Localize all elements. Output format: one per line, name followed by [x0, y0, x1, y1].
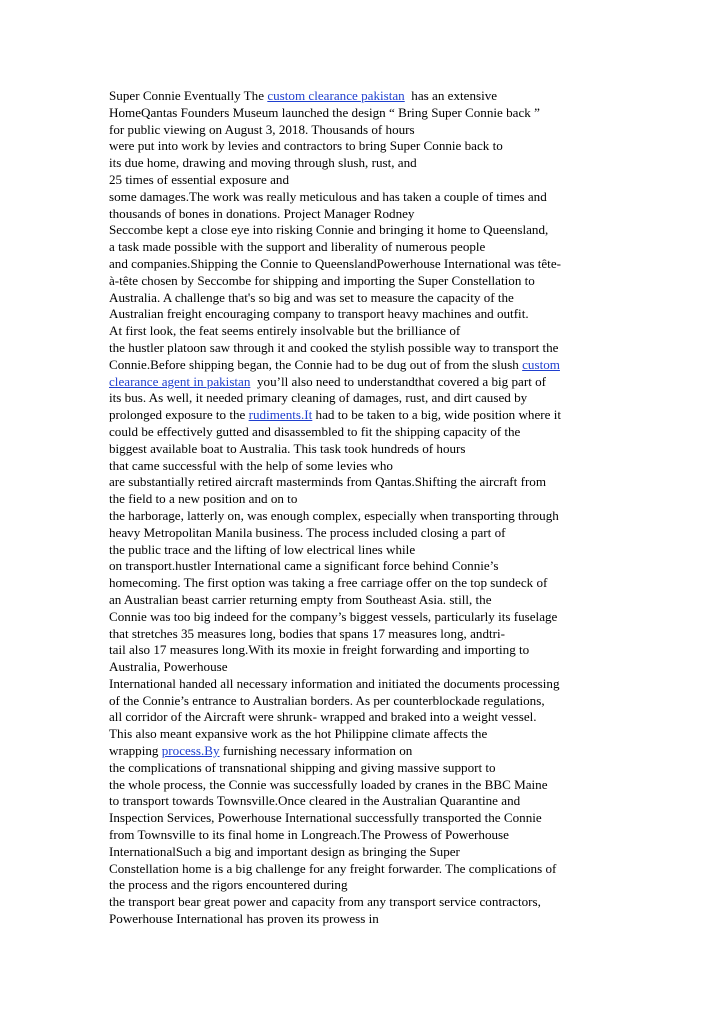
- text-line: [109, 609, 629, 626]
- text-line: [109, 709, 629, 726]
- text-line: [109, 122, 629, 139]
- text-run: Connie was too big indeed for the company’s biggest vessels, particularly its fuselage: [109, 608, 558, 624]
- text-run: are substantially retired aircraft masterminds from Qantas.Shifting the aircraft from: [109, 474, 547, 490]
- text-run: that came successful with the help of some levies who: [109, 457, 393, 473]
- hyperlink[interactable]: clearance agent in pakistan: [109, 373, 251, 389]
- text-line: [109, 810, 629, 827]
- text-line: [109, 441, 629, 458]
- text-run: an Australian beast carrier returning empty from Southeast Asia. still, the: [109, 591, 492, 607]
- text-line: [109, 844, 629, 861]
- text-line: [109, 390, 629, 407]
- text-run: thousands of bones in donations. Project Manager Rodney: [109, 205, 415, 221]
- text-run: homecoming. The first option was taking a free carriage offer on the top sundeck of: [109, 575, 548, 591]
- text-run: Super Connie Eventually The: [109, 88, 268, 103]
- text-line: [109, 827, 629, 844]
- text-line: [109, 357, 629, 374]
- text-line: [109, 777, 629, 794]
- text-line: [109, 474, 629, 491]
- text-line: [109, 206, 629, 223]
- text-run: the harborage, latterly on, was enough complex, especially when transporting through: [109, 507, 559, 523]
- text-line: [109, 626, 629, 643]
- text-line: [109, 861, 629, 878]
- text-line: [109, 424, 629, 441]
- text-run: the complications of transnational shipping and giving massive support to: [109, 759, 496, 775]
- text-run: Australia, Powerhouse: [109, 659, 228, 675]
- text-run: the whole process, the Connie was successfully loaded by cranes in the BBC Maine: [109, 776, 548, 792]
- text-line: [109, 676, 629, 693]
- text-line: [109, 911, 629, 928]
- text-line: [109, 877, 629, 894]
- text-line: [109, 525, 629, 542]
- text-line: [109, 693, 629, 710]
- text-line: [109, 290, 629, 307]
- text-run: the public trace and the lifting of low electrical lines while: [109, 541, 416, 557]
- text-run: all corridor of the Aircraft were shrunk- wrapped and braked into a weight vessel.: [109, 709, 537, 725]
- text-line: [109, 239, 629, 256]
- text-run: heavy Metropolitan Manila business. The process included closing a part of: [109, 524, 506, 540]
- text-run: Connie.Before shipping began, the Connie had to be dug out of from the slush: [109, 356, 523, 372]
- text-line: [109, 575, 629, 592]
- text-run: you’ll also need to understandthat covered a big part of: [250, 373, 547, 389]
- text-run: Seccombe kept a close eye into risking Connie and bringing it home to Queensland,: [109, 222, 549, 238]
- text-line: [109, 894, 629, 911]
- text-run: At first look, the feat seems entirely insolvable but the brilliance of: [109, 323, 461, 339]
- text-line: [109, 323, 629, 340]
- text-run: International handed all necessary information and initiated the documents processing: [109, 675, 560, 691]
- text-line: [109, 508, 629, 525]
- text-line: [109, 88, 629, 105]
- text-line: [109, 105, 629, 122]
- text-line: [109, 491, 629, 508]
- text-line: [109, 189, 629, 206]
- text-run: had to be taken to a big, wide position where it: [312, 407, 562, 423]
- text-line: [109, 138, 629, 155]
- text-run: prolonged exposure to the: [109, 407, 249, 423]
- text-line: [109, 222, 629, 239]
- text-line: [109, 793, 629, 810]
- text-run: that stretches 35 measures long, bodies that spans 17 measures long, andtri-: [109, 625, 505, 641]
- text-run: its bus. As well, it needed primary cleaning of damages, rust, and dirt caused by: [109, 390, 528, 406]
- text-line: [109, 340, 629, 357]
- text-run: has an extensive: [404, 88, 498, 103]
- text-run: on transport.hustler International came a significant force behind Connie’s: [109, 558, 499, 574]
- text-run: This also meant expansive work as the hot Philippine climate affects the: [109, 726, 488, 742]
- text-run: Constellation home is a big challenge for any freight forwarder. The complications of: [109, 860, 557, 876]
- text-run: wrapping: [109, 743, 162, 759]
- text-line: [109, 642, 629, 659]
- text-run: à-tête chosen by Seccombe for shipping and importing the Super Constellation to: [109, 272, 535, 288]
- text-line: [109, 458, 629, 475]
- text-run: a task made possible with the support and liberality of numerous people: [109, 239, 486, 255]
- text-line: [109, 155, 629, 172]
- text-line: [109, 558, 629, 575]
- text-run: from Townsville to its final home in Longreach.The Prowess of Powerhouse: [109, 827, 509, 843]
- text-run: tail also 17 measures long.With its moxie in freight forwarding and importing to: [109, 642, 530, 658]
- text-run: biggest available boat to Australia. This task took hundreds of hours: [109, 440, 466, 456]
- text-run: the field to a new position and on to: [109, 491, 298, 507]
- text-line: [109, 659, 629, 676]
- text-line: [109, 726, 629, 743]
- text-run: for public viewing on August 3, 2018. Thousands of hours: [109, 121, 415, 137]
- text-line: [109, 542, 629, 559]
- text-run: could be effectively gutted and disassembled to fit the shipping capacity of the: [109, 423, 521, 439]
- text-run: Australian freight encouraging company to transport heavy machines and outfit.: [109, 306, 529, 322]
- text-run: were put into work by levies and contractors to bring Super Connie back to: [109, 138, 503, 154]
- hyperlink[interactable]: custom: [522, 356, 560, 372]
- text-run: its due home, drawing and moving through slush, rust, and: [109, 155, 417, 171]
- text-run: HomeQantas Founders Museum launched the design “ Bring Super Connie back ”: [109, 104, 540, 120]
- text-line: [109, 743, 629, 760]
- text-line: [109, 407, 629, 424]
- text-line: [109, 760, 629, 777]
- text-run: the process and the rigors encountered during: [109, 877, 348, 893]
- text-run: to transport towards Townsville.Once cleared in the Australian Quarantine and: [109, 793, 521, 809]
- text-line: [109, 306, 629, 323]
- text-line: [109, 374, 629, 391]
- text-run: of the Connie’s entrance to Australian borders. As per counterblockade regulations,: [109, 692, 545, 708]
- document-body: [109, 88, 629, 928]
- text-run: some damages.The work was really meticulous and has taken a couple of times and: [109, 188, 547, 204]
- text-run: 25 times of essential exposure and: [109, 171, 289, 187]
- text-run: and companies.Shipping the Connie to QueenslandPowerhouse International was tête-: [109, 255, 561, 271]
- text-run: the hustler platoon saw through it and cooked the stylish possible way to transport the: [109, 339, 559, 355]
- text-run: the transport bear great power and capacity from any transport service contractors,: [109, 894, 541, 910]
- hyperlink[interactable]: custom clearance pakistan: [267, 88, 405, 103]
- hyperlink[interactable]: rudiments.It: [248, 407, 313, 423]
- text-run: furnishing necessary information on: [219, 743, 413, 759]
- hyperlink[interactable]: process.By: [161, 743, 220, 759]
- text-line: [109, 172, 629, 189]
- text-run: Powerhouse International has proven its prowess in: [109, 911, 379, 927]
- text-line: [109, 256, 629, 273]
- text-run: InternationalSuch a big and important design as bringing the Super: [109, 843, 460, 859]
- text-line: [109, 273, 629, 290]
- text-run: Inspection Services, Powerhouse International successfully transported the Connie: [109, 810, 542, 826]
- text-line: [109, 592, 629, 609]
- text-run: Australia. A challenge that's so big and was set to measure the capacity of the: [109, 289, 514, 305]
